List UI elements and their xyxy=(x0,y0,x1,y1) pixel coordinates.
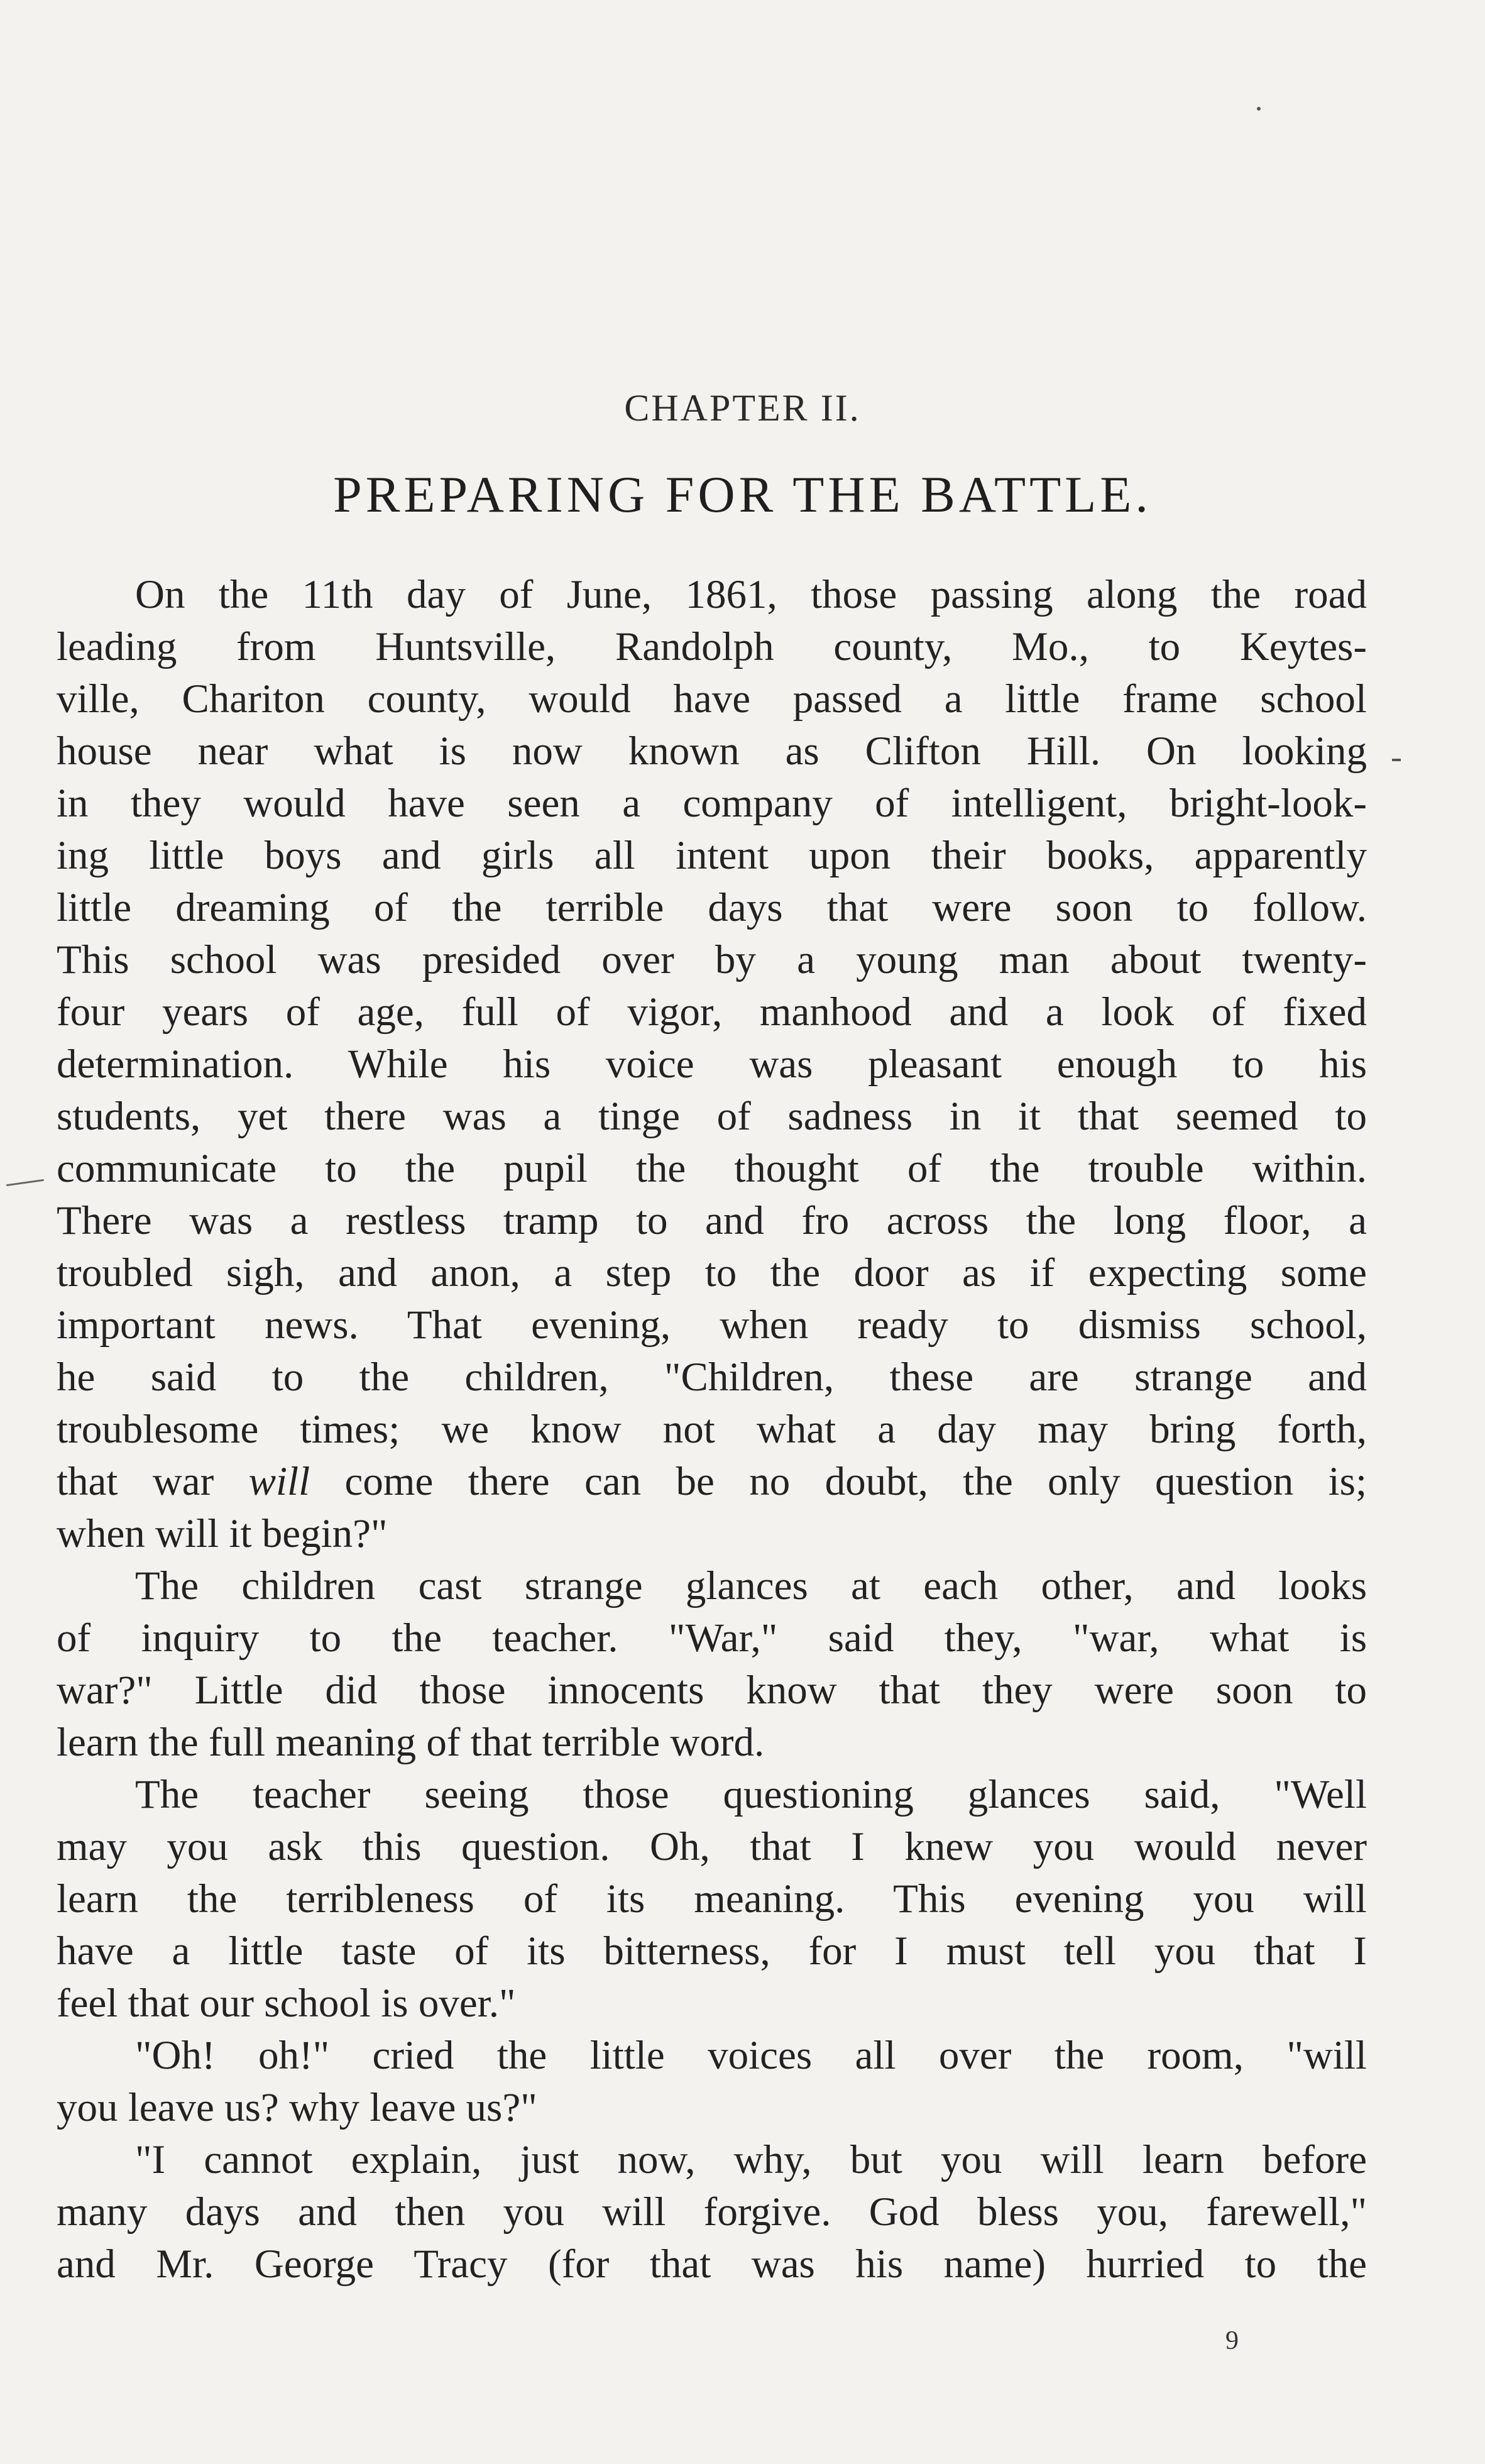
text-segment: come there can be no doubt, the only question is; xyxy=(310,1459,1367,1504)
text-segment: that war xyxy=(57,1459,249,1504)
text-line: of inquiry to the teacher. "War," said they, "war, what is xyxy=(57,1615,1367,1661)
text-line: ing little boys and girls all intent upon their books, apparently xyxy=(57,833,1367,878)
text-line: There was a restless tramp to and fro across the long floor, a xyxy=(57,1198,1367,1243)
text-line: and Mr. George Tracy (for that was his name) hurried to the xyxy=(57,2241,1367,2287)
text-line: determination. While his voice was pleasant enough to his xyxy=(57,1042,1367,1087)
text-line: may you ask this question. Oh, that I knew you would never xyxy=(57,1824,1367,1869)
italic-word: will xyxy=(248,1459,310,1504)
text-line: ville, Chariton county, would have passed a little frame school xyxy=(57,676,1367,722)
text-line: war?" Little did those innocents know that they were soon to xyxy=(57,1668,1367,1713)
margin-mark xyxy=(6,1179,44,1186)
text-line: have a little taste of its bitterness, for I must tell you that I xyxy=(57,1928,1367,1974)
text-line: house near what is now known as Clifton Hill. On looking xyxy=(57,729,1367,774)
text-line: learn the terribleness of its meaning. This evening you will xyxy=(57,1876,1367,1922)
body-text xyxy=(57,569,1367,2291)
text-line: learn the full meaning of that terrible word. xyxy=(57,1720,765,1765)
text-line: "Oh! oh!" cried the little voices all over the room, "will xyxy=(135,2033,1367,2078)
page-number: 9 xyxy=(1225,2326,1239,2355)
text-line: when will it begin?" xyxy=(57,1511,388,1556)
speck xyxy=(1257,107,1261,111)
text-line: "I cannot explain, just now, why, but you will learn before xyxy=(135,2137,1367,2182)
text-line: On the 11th day of June, 1861, those passing along the road xyxy=(135,572,1367,617)
margin-mark xyxy=(1392,759,1401,761)
text-line: students, yet there was a tinge of sadness in it that seemed to xyxy=(57,1094,1367,1139)
text-line: four years of age, full of vigor, manhood and a look of fixed xyxy=(57,989,1367,1035)
text-line: This school was presided over by a young man about twenty- xyxy=(57,937,1367,982)
text-line: many days and then you will forgive. God bless you, farewell," xyxy=(57,2189,1367,2235)
chapter-title: PREPARING FOR THE BATTLE. xyxy=(333,466,1152,523)
text-line: troublesome times; we know not what a day may bring forth, xyxy=(57,1407,1367,1452)
chapter-number: CHAPTER II. xyxy=(624,387,861,429)
text-line: The teacher seeing those questioning glances said, "Well xyxy=(135,1772,1367,1817)
text-line: you leave us? why leave us?" xyxy=(57,2085,537,2130)
text-line: leading from Huntsville, Randolph county, Mo., to Keytes- xyxy=(57,624,1367,669)
text-line: little dreaming of the terrible days that were soon to follow. xyxy=(57,885,1367,930)
text-line: he said to the children, "Children, these are strange and xyxy=(57,1355,1367,1400)
text-line: troubled sigh, and anon, a step to the door as if expecting some xyxy=(57,1250,1367,1295)
text-line: in they would have seen a company of intelligent, bright-look- xyxy=(57,781,1367,826)
text-line: communicate to the pupil the thought of the trouble within. xyxy=(57,1146,1367,1191)
text-line-with-italic xyxy=(57,1456,1367,1508)
text-line: feel that our school is over." xyxy=(57,1981,516,2026)
text-line: important news. That evening, when ready to dismiss school, xyxy=(57,1302,1367,1348)
text-line: The children cast strange glances at each other, and looks xyxy=(135,1563,1367,1609)
